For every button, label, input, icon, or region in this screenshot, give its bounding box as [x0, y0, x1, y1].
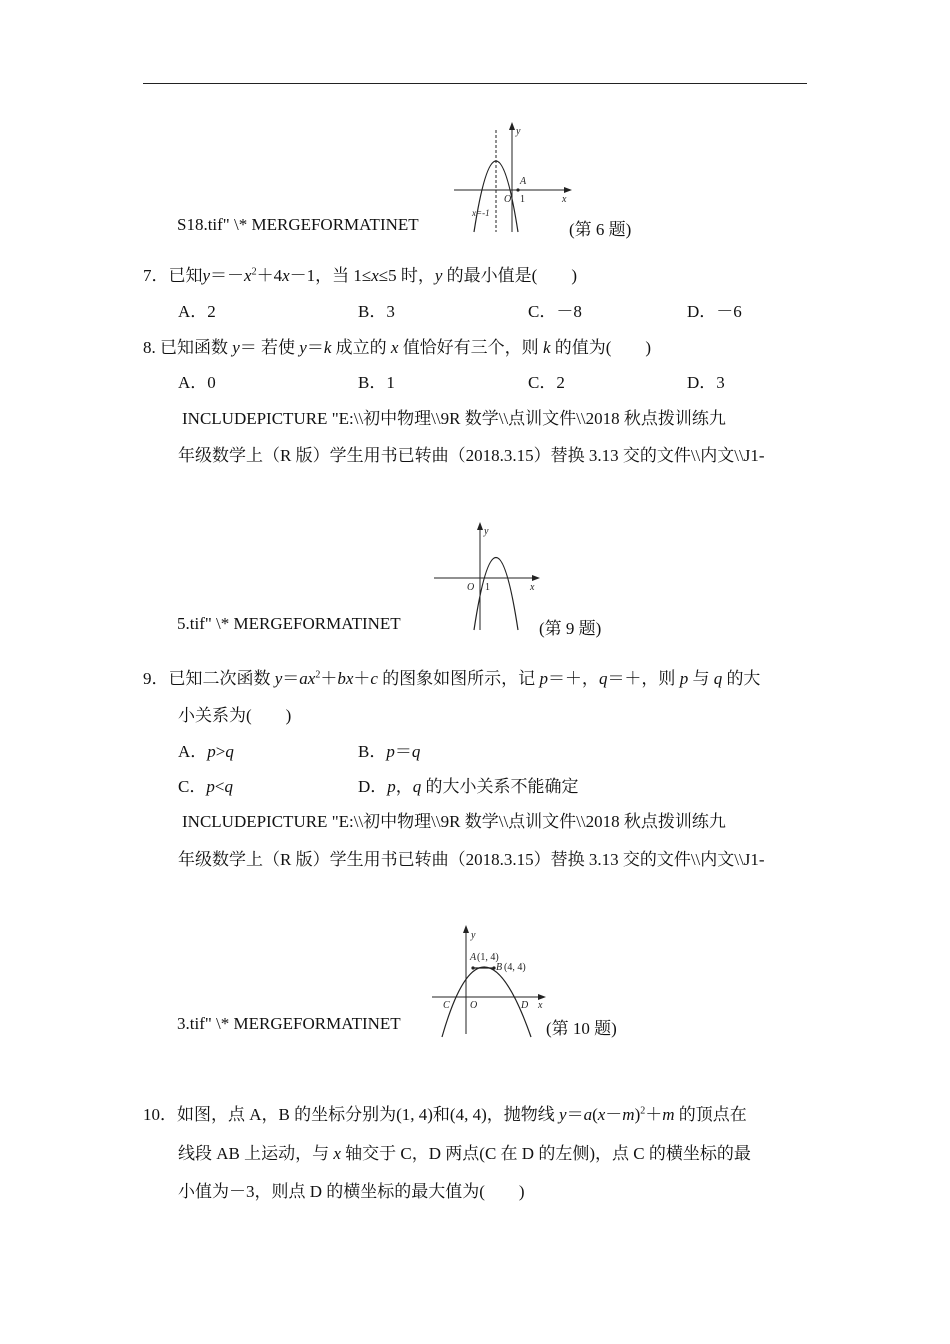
q7-option-c: C．－8: [528, 302, 582, 321]
parabola: [442, 967, 531, 1037]
question-8: 8. 已知函数 y＝ 若使 y＝k 成立的 x 值恰好有三个，则 k 的值为( ): [143, 338, 652, 357]
include-picture-2-line1: INCLUDEPICTURE "E:\\初中物理\\9R 数学\\点训文件\\2018 秋点拨训练九: [182, 812, 726, 831]
label-y: y: [516, 126, 521, 137]
question-9: 9．已知二次函数 $y=ax^2+bx+c$ 的图象如图所示，记 p＝＋，q＝＋，则 p 与 q 的大: [143, 669, 761, 688]
coord-b: (4, 4): [504, 962, 526, 973]
figure-9-caption: (第 9 题): [539, 619, 602, 638]
question-10-line3: 小值为－3，则点 D 的横坐标的最大值为( ): [178, 1182, 525, 1201]
label-1: 1: [485, 582, 490, 593]
q8-option-b: B．1: [358, 373, 395, 392]
label-o: O: [470, 1000, 478, 1011]
question-9-line2: 小关系为( ): [178, 706, 292, 725]
point-a: [471, 966, 474, 969]
x-axis-arrow: [564, 187, 572, 193]
q9-option-a: A．p>q: [178, 742, 234, 761]
label-o: O: [467, 582, 475, 593]
include-picture-1-line1: INCLUDEPICTURE "E:\\初中物理\\9R 数学\\点训文件\\2018 秋点拨训练九: [182, 409, 726, 428]
figure-10-filename: 3.tif" \* MERGEFORMATINET: [177, 1014, 401, 1033]
parabola: [474, 558, 518, 631]
coord-a: (1, 4): [477, 952, 499, 963]
q7-option-b: B．3: [358, 302, 395, 321]
include-picture-1-line2: 年级数学上（R 版）学生用书已转曲（2018.3.15）替换 3.13 交的文件\\内文\\J1-: [178, 446, 765, 465]
label-y: y: [471, 930, 476, 941]
label-c: C: [443, 1000, 450, 1011]
question-10-line2: 线段 AB 上运动，与 x 轴交于 C，D 两点(C 在 D 的左侧)，点 C 的横坐标的最: [178, 1144, 751, 1163]
label-a: A: [470, 952, 477, 963]
q9-option-d: D．p，q 的大小关系不能确定: [358, 777, 579, 796]
label-symmetry: x=-1: [472, 208, 490, 218]
figure-9-filename: 5.tif" \* MERGEFORMATINET: [177, 614, 401, 633]
figure-6-caption: (第 6 题): [569, 220, 632, 239]
include-picture-2-line2: 年级数学上（R 版）学生用书已转曲（2018.3.15）替换 3.13 交的文件\\内文\\J1-: [178, 850, 765, 869]
label-d: D: [521, 1000, 529, 1011]
question-10: 10．如图，点 A，B 的坐标分别为(1, 4)和(4, 4)，抛物线 $y=a(x-m)^2+m$ 的顶点在: [143, 1105, 747, 1124]
label-o: O: [504, 194, 512, 205]
label-y: y: [484, 526, 489, 537]
q8-option-d: D．3: [687, 373, 725, 392]
figure-10-graph: [428, 922, 553, 1037]
label-1: 1: [520, 194, 525, 205]
figure-10-caption: (第 10 题): [546, 1019, 617, 1038]
question-number: 10．: [143, 1105, 177, 1124]
label-a: A: [520, 176, 527, 187]
figure-6-graph: [450, 120, 580, 235]
figure-6-filename: S18.tif" \* MERGEFORMATINET: [177, 215, 419, 234]
label-x: x: [538, 1000, 543, 1011]
y-axis-arrow: [509, 122, 515, 130]
question-number: 8.: [143, 338, 156, 357]
figure-9-graph: [432, 520, 547, 632]
label-b: B: [496, 962, 503, 973]
x-axis-arrow: [532, 575, 540, 581]
question-number: 7．: [143, 266, 169, 285]
q7-option-a: A．2: [178, 302, 216, 321]
question-7: 7．已知$y=-x^2+4x-1$，当 1≤x≤5 时，y 的最小值是( ): [143, 266, 577, 285]
y-axis-arrow: [463, 925, 469, 933]
label-x: x: [562, 194, 567, 205]
header-rule: [143, 83, 807, 84]
q9-option-b: B．p＝q: [358, 742, 421, 761]
q7-option-d: D．－6: [687, 302, 742, 321]
question-number: 9．: [143, 669, 169, 688]
y-axis-arrow: [477, 522, 483, 530]
q8-option-a: A．0: [178, 373, 216, 392]
q8-option-c: C．2: [528, 373, 565, 392]
label-x: x: [530, 582, 535, 593]
point-a: [516, 188, 519, 191]
q9-option-c: C．p<q: [178, 777, 233, 796]
